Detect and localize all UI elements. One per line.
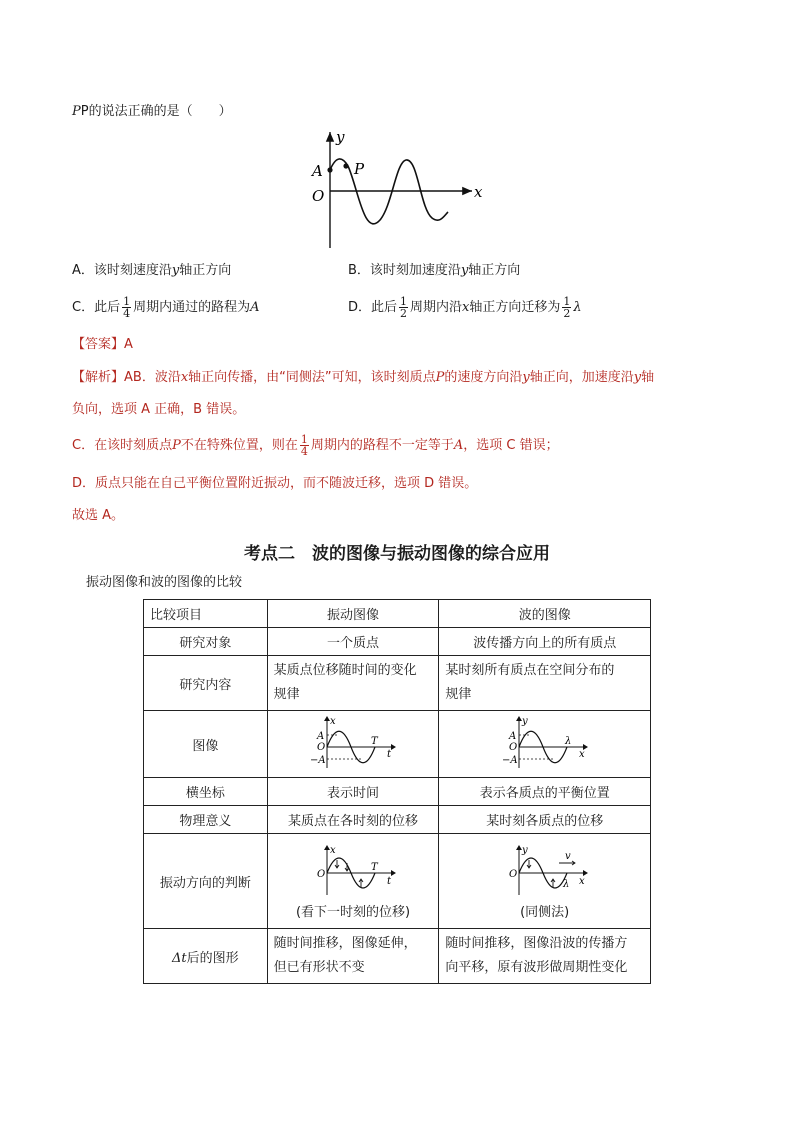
fig-p-label: P	[354, 160, 365, 178]
svg-text:x: x	[578, 875, 585, 887]
analysis-line-3: C．在该时刻质点P不在特殊位置，则在 $\frac{1}{4}$ 周期内的路程不一定等于A，选项 C 错误；	[72, 433, 559, 458]
option-d: D．此后 $\frac{1}{2}$ 周期内沿x轴正方向迁移为 $\frac{1}{2}$ λ	[348, 295, 582, 320]
fig-y-label: y	[336, 128, 345, 146]
svg-text:t: t	[387, 749, 392, 760]
wave-direction-caption: (同侧法)	[520, 904, 570, 920]
svg-text:v: v	[564, 850, 571, 862]
wave-graph	[499, 714, 591, 770]
header-vibration: 振动图像	[267, 600, 439, 628]
comparison-table	[143, 599, 651, 984]
analysis-line-2: 负向，选项 A 正确，B 错误。	[72, 402, 246, 417]
fig-a-label: A	[312, 162, 323, 180]
table-row: 研究对象 一个质点 波传播方向上的所有质点	[144, 628, 651, 656]
header-item: 比较项目	[144, 600, 268, 628]
answer-line: 【答案】A	[72, 337, 133, 352]
table-row: 振动方向的判断 x O T t (看下一时刻的位移) v y O λ x (同侧法)	[144, 834, 651, 929]
header-wave: 波的图像	[439, 600, 651, 628]
svg-text:O: O	[317, 742, 326, 753]
svg-text:x: x	[578, 749, 585, 760]
svg-text:λ: λ	[564, 736, 572, 747]
svg-text:A: A	[508, 731, 516, 742]
fraction: $\frac{1}{2}$	[563, 295, 571, 320]
svg-text:O: O	[508, 868, 517, 880]
analysis-conclusion: 故选 A。	[72, 508, 125, 523]
option-a: A．该时刻速度沿y轴正方向	[72, 263, 232, 278]
table-row: 图像 x A O −A T t y A O −A λ x	[144, 711, 651, 778]
option-c: C．此后 $\frac{1}{4}$ 周期内通过的路程为A	[72, 295, 260, 320]
question-wave-figure	[300, 128, 500, 253]
svg-text:y: y	[521, 844, 528, 856]
fig-x-label: x	[474, 183, 483, 201]
fig-o-label: O	[312, 187, 325, 205]
question-stem	[72, 103, 232, 121]
table-row: 横坐标 表示时间 表示各质点的平衡位置	[144, 778, 651, 806]
fraction: $\frac{1}{4}$	[300, 433, 308, 458]
vibration-graph	[307, 714, 399, 770]
svg-text:x: x	[330, 716, 336, 727]
svg-text:−A: −A	[501, 755, 518, 766]
svg-text:x: x	[330, 844, 336, 856]
svg-text:λ: λ	[562, 878, 570, 890]
analysis-line-1: 【解析】AB．波沿x轴正向传播，由“同侧法”可知，该时刻质点P的速度方向沿y轴正向，加速度沿y轴	[72, 370, 655, 385]
table-row: Δt后的图形 随时间推移，图像延伸， 但已有形状不变 随时间推移，图像沿波的传播方 向平移，原有波形做周期性变化	[144, 929, 651, 984]
option-b: B．该时刻加速度沿y轴正方向	[348, 263, 521, 278]
svg-text:t: t	[387, 875, 392, 887]
svg-text:−A: −A	[310, 755, 326, 766]
vibration-direction-caption: (看下一时刻的位移)	[295, 904, 411, 920]
point-a-dot	[327, 167, 332, 172]
svg-text:T: T	[371, 736, 378, 747]
point-p-dot	[343, 163, 348, 168]
section-subtitle: 振动图像和波的图像的比较	[86, 575, 243, 590]
svg-text:O: O	[508, 742, 517, 753]
svg-text:O: O	[317, 868, 326, 880]
table-header-row	[144, 600, 651, 628]
fraction: $\frac{1}{4}$	[123, 295, 131, 320]
fraction: $\frac{1}{2}$	[400, 295, 408, 320]
svg-text:y: y	[521, 716, 528, 727]
stem-text: P的说法正确的是（ ）	[80, 104, 232, 119]
section-title: 考点二 波的图像与振动图像的综合应用	[244, 544, 550, 564]
wave-direction-graph	[499, 843, 591, 897]
table-row: 物理意义 某质点在各时刻的位移 某时刻各质点的位移	[144, 806, 651, 834]
table-row: 研究内容 某质点位移随时间的变化 规律 某时刻所有质点在空间分布的 规律	[144, 656, 651, 711]
analysis-line-4: D．质点只能在自己平衡位置附近振动，而不随波迁移，选项 D 错误。	[72, 476, 478, 491]
svg-text:T: T	[371, 861, 378, 873]
vibration-direction-graph	[307, 843, 399, 897]
stem-var-p: P	[72, 104, 81, 119]
svg-text:A: A	[317, 731, 325, 742]
